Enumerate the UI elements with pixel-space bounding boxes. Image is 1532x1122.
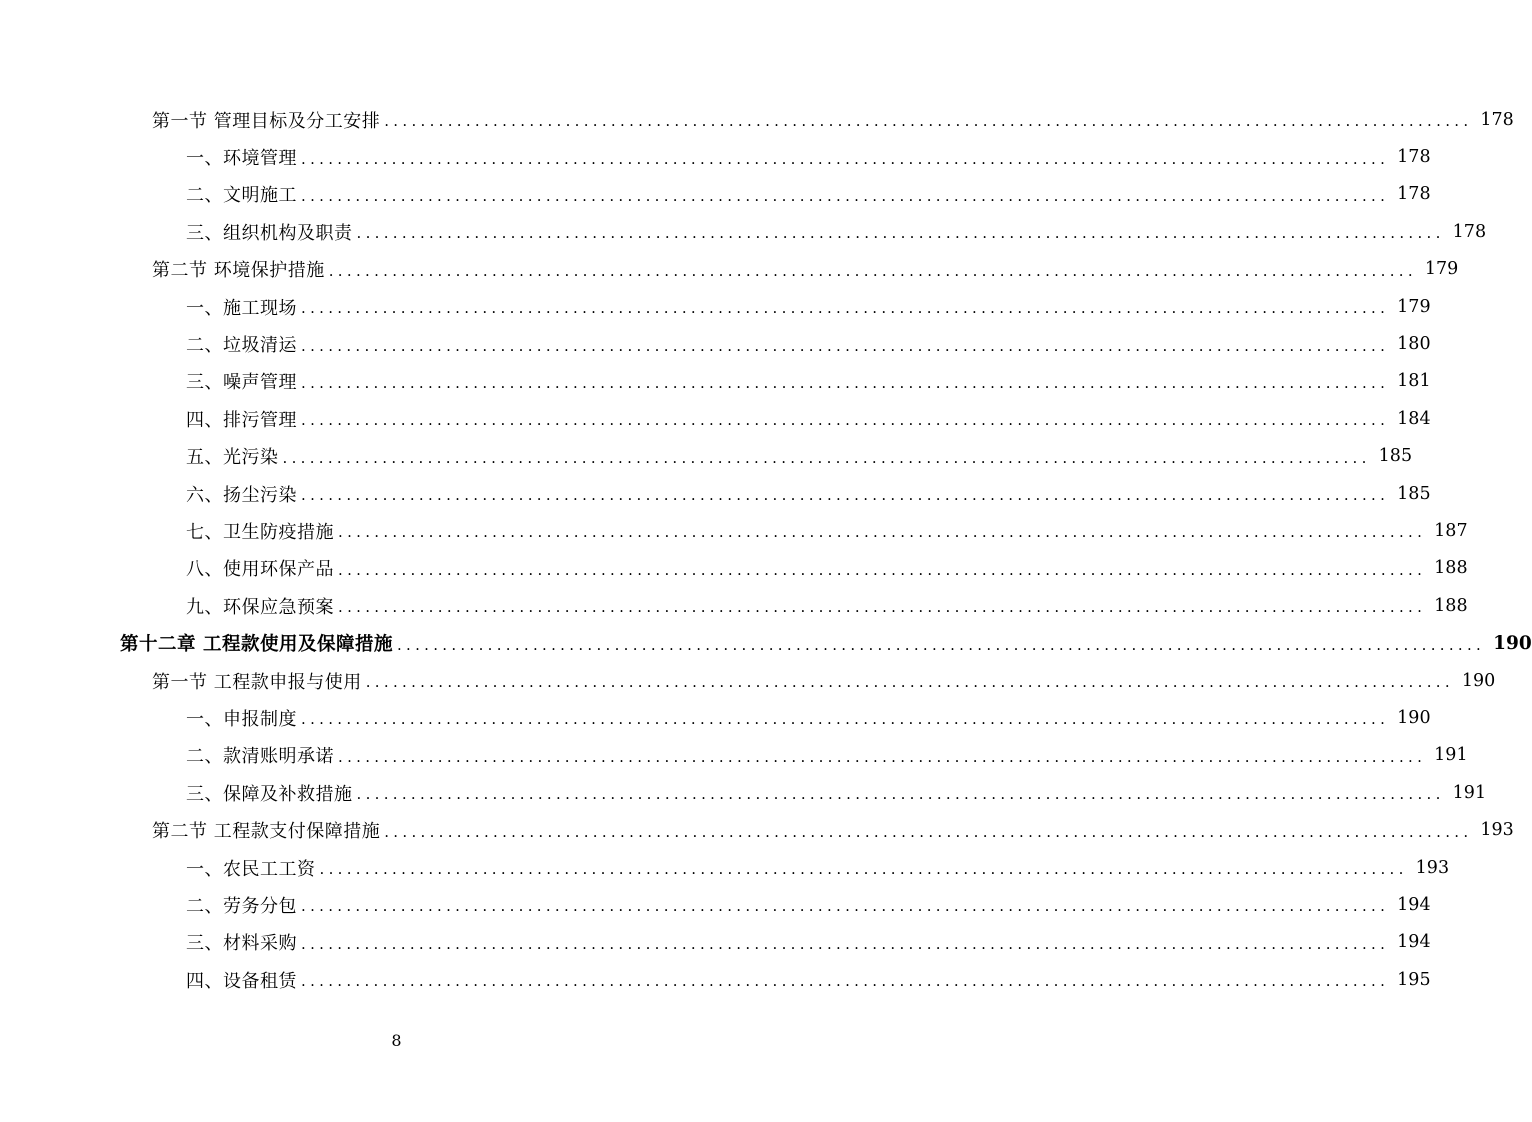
dot-leader: ........................................................................................................................ bbox=[301, 934, 1390, 953]
toc-entry-label: 一、申报制度 bbox=[186, 705, 301, 731]
toc-entry-label: 三、材料采购 bbox=[186, 929, 301, 955]
dot-leader: ........................................................................................................................ bbox=[282, 448, 1371, 467]
toc-entry-label: 三、噪声管理 bbox=[186, 368, 301, 394]
toc-entry-page: 188 bbox=[1434, 558, 1468, 579]
toc-entry-label: 第十二章 工程款使用及保障措施 bbox=[120, 630, 397, 656]
toc-entry-label: 三、组织机构及职责 bbox=[186, 219, 357, 245]
toc-entry-label: 第二节 工程款支付保障措施 bbox=[152, 817, 384, 843]
toc-entry-page: 193 bbox=[1480, 820, 1514, 841]
toc-entry-page: 188 bbox=[1434, 595, 1468, 616]
table-of-contents bbox=[0, 101, 1532, 998]
toc-entry-chapter[interactable] bbox=[0, 624, 1532, 661]
dot-leader: ........................................................................................................................ bbox=[384, 822, 1473, 841]
toc-entry-section[interactable] bbox=[0, 101, 1514, 138]
toc-entry-label: 五、光污染 bbox=[186, 443, 283, 469]
dot-leader: ........................................................................................................................ bbox=[365, 673, 1454, 692]
toc-entry-item[interactable] bbox=[0, 550, 1468, 587]
toc-entry-page: 179 bbox=[1424, 259, 1459, 280]
toc-entry-label: 一、环境管理 bbox=[186, 144, 301, 170]
toc-entry-item[interactable] bbox=[0, 438, 1413, 475]
dot-leader: ........................................................................................................................ bbox=[328, 261, 1417, 280]
toc-entry-label: 二、劳务分包 bbox=[186, 892, 301, 918]
toc-entry-item[interactable] bbox=[0, 924, 1431, 961]
dot-leader: ........................................................................................................................ bbox=[301, 486, 1390, 505]
toc-entry-page: 178 bbox=[1397, 147, 1431, 168]
dot-leader: ........................................................................................................................ bbox=[338, 560, 1427, 579]
toc-entry-item[interactable] bbox=[0, 213, 1487, 250]
toc-entry-label: 六、扬尘污染 bbox=[186, 481, 301, 507]
toc-entry-item[interactable] bbox=[0, 138, 1431, 175]
toc-entry-label: 一、农民工工资 bbox=[186, 855, 320, 881]
toc-entry-item[interactable] bbox=[0, 774, 1487, 811]
toc-entry-page: 184 bbox=[1397, 408, 1431, 429]
toc-entry-label: 四、设备租赁 bbox=[186, 967, 301, 993]
toc-entry-item[interactable] bbox=[0, 475, 1431, 512]
page-number: 8 bbox=[391, 1031, 402, 1050]
toc-entry-item[interactable] bbox=[0, 363, 1431, 400]
toc-entry-label: 一、施工现场 bbox=[186, 294, 301, 320]
dot-leader: ........................................................................................................................ bbox=[338, 747, 1427, 766]
toc-entry-page: 180 bbox=[1397, 334, 1431, 355]
toc-entry-label: 九、环保应急预案 bbox=[186, 593, 338, 619]
toc-entry-label: 三、保障及补救措施 bbox=[186, 780, 357, 806]
dot-leader: ........................................................................................................................ bbox=[356, 785, 1445, 804]
dot-leader: ........................................................................................................................ bbox=[338, 598, 1427, 617]
toc-entry-label: 第一节 管理目标及分工安排 bbox=[152, 107, 384, 133]
toc-entry-page: 190 bbox=[1461, 670, 1496, 691]
toc-entry-label: 四、排污管理 bbox=[186, 406, 301, 432]
dot-leader: ........................................................................................................................ bbox=[338, 523, 1427, 542]
toc-entry-page: 185 bbox=[1397, 483, 1431, 504]
toc-entry-section[interactable] bbox=[0, 811, 1514, 848]
dot-leader: ........................................................................................................................ bbox=[301, 149, 1390, 168]
dot-leader: ........................................................................................................................ bbox=[356, 224, 1445, 243]
toc-entry-label: 七、卫生防疫措施 bbox=[186, 518, 338, 544]
toc-entry-page: 190 bbox=[1493, 632, 1532, 654]
toc-entry-label: 第一节 工程款申报与使用 bbox=[152, 668, 366, 694]
dot-leader: ........................................................................................................................ bbox=[396, 635, 1486, 654]
toc-entry-page: 191 bbox=[1452, 782, 1487, 803]
toc-entry-item[interactable] bbox=[0, 288, 1431, 325]
toc-entry-page: 193 bbox=[1415, 857, 1450, 878]
toc-entry-item[interactable] bbox=[0, 886, 1431, 923]
toc-entry-item[interactable] bbox=[0, 699, 1431, 736]
toc-entry-label: 二、垃圾清运 bbox=[186, 331, 301, 357]
toc-entry-section[interactable] bbox=[0, 251, 1459, 288]
dot-leader: ........................................................................................................................ bbox=[301, 972, 1390, 991]
toc-entry-page: 178 bbox=[1452, 221, 1487, 242]
toc-entry-page: 195 bbox=[1397, 969, 1431, 990]
toc-entry-page: 194 bbox=[1397, 932, 1431, 953]
toc-entry-section[interactable] bbox=[0, 662, 1496, 699]
toc-entry-item[interactable] bbox=[0, 400, 1431, 437]
toc-entry-item[interactable] bbox=[0, 849, 1450, 886]
toc-entry-page: 178 bbox=[1397, 184, 1431, 205]
dot-leader: ........................................................................................................................ bbox=[301, 411, 1390, 430]
toc-entry-label: 二、款清账明承诺 bbox=[186, 742, 338, 768]
toc-entry-page: 178 bbox=[1480, 109, 1514, 130]
toc-entry-item[interactable] bbox=[0, 325, 1431, 362]
dot-leader: ........................................................................................................................ bbox=[384, 112, 1473, 131]
dot-leader: ........................................................................................................................ bbox=[301, 186, 1390, 205]
toc-entry-page: 185 bbox=[1378, 446, 1413, 467]
toc-entry-item[interactable] bbox=[0, 587, 1468, 624]
toc-entry-item[interactable] bbox=[0, 176, 1431, 213]
toc-entry-page: 179 bbox=[1397, 296, 1431, 317]
dot-leader: ........................................................................................................................ bbox=[319, 860, 1408, 878]
toc-entry-page: 190 bbox=[1397, 707, 1431, 728]
dot-leader: ........................................................................................................................ bbox=[301, 373, 1390, 392]
dot-leader: ........................................................................................................................ bbox=[301, 897, 1390, 916]
toc-entry-item[interactable] bbox=[0, 737, 1468, 774]
dot-leader: ........................................................................................................................ bbox=[301, 336, 1390, 355]
dot-leader: ........................................................................................................................ bbox=[301, 299, 1390, 318]
toc-entry-label: 二、文明施工 bbox=[186, 181, 301, 207]
toc-entry-page: 181 bbox=[1397, 371, 1431, 392]
toc-entry-item[interactable] bbox=[0, 961, 1431, 998]
toc-entry-item[interactable] bbox=[0, 512, 1468, 549]
toc-entry-page: 194 bbox=[1397, 894, 1431, 915]
toc-entry-page: 191 bbox=[1434, 745, 1468, 766]
dot-leader: ........................................................................................................................ bbox=[301, 710, 1390, 729]
toc-entry-label: 第二节 环境保护措施 bbox=[152, 256, 329, 282]
toc-entry-page: 187 bbox=[1434, 520, 1468, 541]
toc-entry-label: 八、使用环保产品 bbox=[186, 555, 338, 581]
